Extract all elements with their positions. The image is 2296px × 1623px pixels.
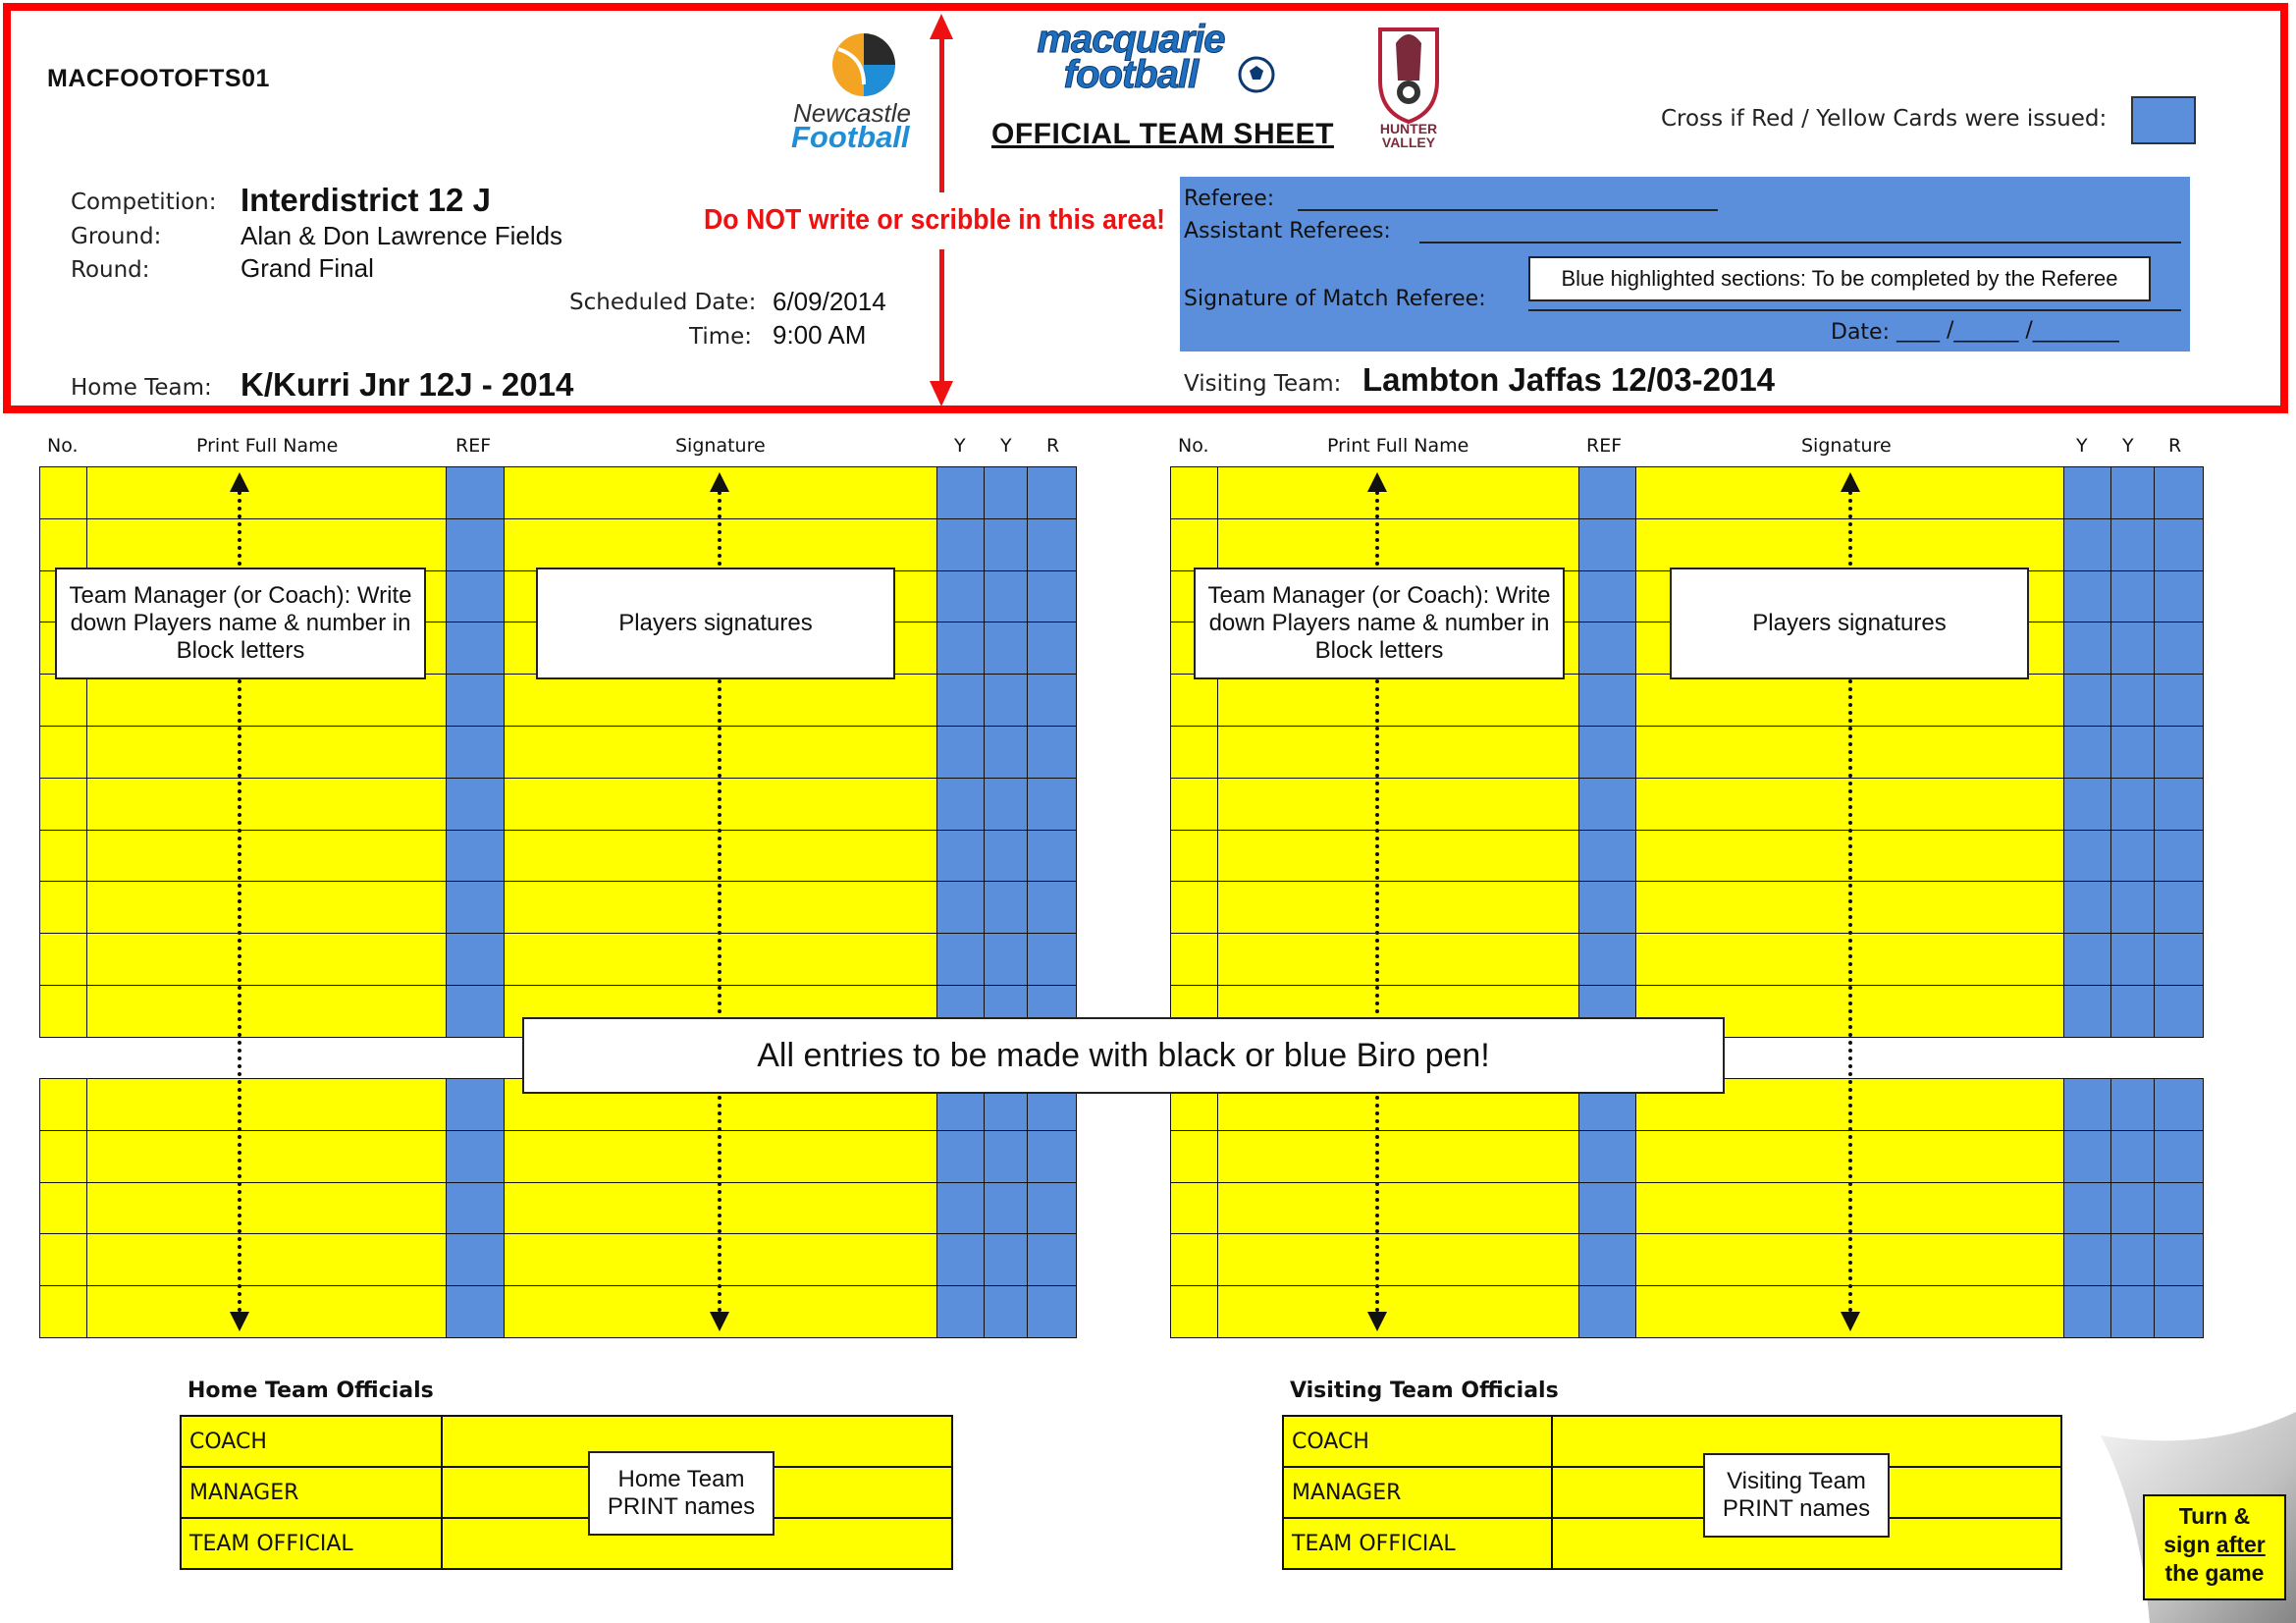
player-cell-y1[interactable] — [936, 466, 985, 519]
player-cell-name[interactable] — [86, 1233, 447, 1286]
player-cell-r[interactable] — [1027, 726, 1077, 779]
visiting-officials-title: Visiting Team Officials — [1290, 1379, 1559, 1403]
player-cell-name[interactable] — [1217, 1182, 1579, 1235]
arrow-down-icon — [710, 1312, 729, 1331]
player-cell-ref[interactable] — [446, 674, 505, 727]
home-col-no: No. — [47, 435, 79, 457]
cards-issued-label: Cross if Red / Yellow Cards were issued: — [1661, 106, 2108, 132]
player-cell-y2[interactable] — [984, 881, 1028, 934]
newcastle-football-logo — [785, 29, 933, 152]
player-cell-ref[interactable] — [1578, 622, 1636, 675]
player-cell-y2[interactable] — [2110, 570, 2155, 623]
player-cell-y2[interactable] — [984, 726, 1028, 779]
home-officials-title: Home Team Officials — [187, 1379, 434, 1403]
player-cell-no[interactable] — [1170, 518, 1218, 571]
player-cell-no[interactable] — [1170, 881, 1218, 934]
player-cell-y2[interactable] — [2110, 1130, 2155, 1183]
player-cell-y1[interactable] — [2063, 674, 2111, 727]
player-cell-y2[interactable] — [2110, 830, 2155, 883]
home-col-ref: REF — [455, 435, 492, 457]
player-cell-y1[interactable] — [2063, 622, 2111, 675]
scheduled-date-label: Scheduled Date: — [569, 290, 757, 315]
player-cell-ref[interactable] — [1578, 466, 1636, 519]
player-cell-name[interactable] — [1217, 933, 1579, 986]
referee-signature-label: Signature of Match Referee: — [1184, 287, 1486, 311]
player-cell-r[interactable] — [2154, 518, 2204, 571]
away-col-no: No. — [1178, 435, 1209, 457]
player-cell-ref[interactable] — [446, 933, 505, 986]
player-cell-no[interactable] — [1170, 466, 1218, 519]
player-cell-r[interactable] — [2154, 985, 2204, 1038]
player-cell-ref[interactable] — [446, 1233, 505, 1286]
referee-label: Referee: — [1184, 187, 1275, 211]
player-cell-r[interactable] — [2154, 1130, 2204, 1183]
player-cell-y1[interactable] — [936, 1233, 985, 1286]
player-cell-ref[interactable] — [1578, 830, 1636, 883]
player-cell-ref[interactable] — [446, 778, 505, 831]
player-cell-y1[interactable] — [2063, 985, 2111, 1038]
scheduled-date-value: 6/09/2014 — [773, 287, 886, 316]
home-signatures-note: Players signatures — [536, 568, 895, 679]
player-cell-name[interactable] — [1217, 830, 1579, 883]
player-cell-y1[interactable] — [2063, 726, 2111, 779]
player-cell-y2[interactable] — [2110, 1285, 2155, 1338]
player-cell-ref[interactable] — [1578, 726, 1636, 779]
home-manager-note: Team Manager (or Coach): Write down Players name & number in Block letters — [55, 568, 426, 679]
player-cell-ref[interactable] — [1578, 933, 1636, 986]
competition-label: Competition: — [71, 189, 217, 215]
player-cell-ref[interactable] — [1578, 1130, 1636, 1183]
player-cell-no[interactable] — [39, 1285, 87, 1338]
home-print-note: Home Team PRINT names — [588, 1451, 774, 1536]
player-cell-name[interactable] — [86, 933, 447, 986]
player-cell-r[interactable] — [1027, 674, 1077, 727]
visiting-team-label: Visiting Team: — [1184, 371, 1342, 397]
player-cell-y2[interactable] — [984, 1130, 1028, 1183]
hunter-valley-logo-text: HUNTER VALLEY — [1379, 121, 1438, 150]
player-cell-ref[interactable] — [446, 518, 505, 571]
away-col-r: R — [2168, 435, 2182, 457]
player-cell-y1[interactable] — [936, 570, 985, 623]
player-cell-y1[interactable] — [936, 830, 985, 883]
newcastle-logo-text: Newcastle — [793, 98, 911, 128]
red-arrow-down-icon — [930, 381, 953, 406]
player-cell-y2[interactable] — [2110, 985, 2155, 1038]
player-cell-no[interactable] — [39, 881, 87, 934]
player-cell-no[interactable] — [1170, 674, 1218, 727]
player-cell-y2[interactable] — [2110, 933, 2155, 986]
assistant-referees-label: Assistant Referees: — [1184, 219, 1391, 243]
player-cell-y2[interactable] — [984, 1182, 1028, 1235]
player-cell-no[interactable] — [1170, 726, 1218, 779]
player-cell-name[interactable] — [86, 1078, 447, 1131]
player-cell-y1[interactable] — [936, 622, 985, 675]
player-cell-y1[interactable] — [936, 933, 985, 986]
player-cell-ref[interactable] — [1578, 570, 1636, 623]
player-cell-r[interactable] — [1027, 466, 1077, 519]
red-arrow-shaft-top — [939, 37, 944, 192]
player-cell-r[interactable] — [1027, 570, 1077, 623]
player-cell-y2[interactable] — [984, 570, 1028, 623]
player-cell-y2[interactable] — [2110, 778, 2155, 831]
hunter-valley-logo — [1374, 22, 1443, 159]
player-cell-y2[interactable] — [2110, 881, 2155, 934]
player-cell-y2[interactable] — [984, 778, 1028, 831]
referee-signature-line[interactable] — [1528, 309, 2181, 311]
home-manager-label: MANAGER — [180, 1466, 443, 1519]
player-cell-name[interactable] — [1217, 1130, 1579, 1183]
player-cell-name[interactable] — [86, 1130, 447, 1183]
away-manager-label: MANAGER — [1282, 1466, 1553, 1519]
player-cell-y2[interactable] — [2110, 726, 2155, 779]
player-cell-no[interactable] — [1170, 778, 1218, 831]
player-cell-ref[interactable] — [446, 985, 505, 1038]
player-cell-r[interactable] — [1027, 778, 1077, 831]
player-cell-name[interactable] — [1217, 1233, 1579, 1286]
player-cell-y1[interactable] — [2063, 570, 2111, 623]
player-cell-name[interactable] — [1217, 518, 1579, 571]
home-col-r: R — [1046, 435, 1060, 457]
player-cell-y2[interactable] — [984, 518, 1028, 571]
away-col-y1: Y — [2076, 435, 2088, 457]
turn-note-sign: sign — [2163, 1532, 2216, 1557]
player-cell-ref[interactable] — [1578, 518, 1636, 571]
player-cell-r[interactable] — [2154, 1285, 2204, 1338]
player-cell-y2[interactable] — [984, 1285, 1028, 1338]
player-cell-no[interactable] — [1170, 933, 1218, 986]
form-code: MACFOOTOFTS01 — [47, 65, 270, 92]
player-cell-name[interactable] — [1217, 778, 1579, 831]
player-cell-r[interactable] — [2154, 1182, 2204, 1235]
turn-note-after: after — [2216, 1532, 2266, 1557]
player-cell-name[interactable] — [86, 881, 447, 934]
away-coach-label: COACH — [1282, 1415, 1553, 1468]
arrow-up-icon — [230, 472, 249, 492]
turn-note-line3: the game — [2164, 1560, 2265, 1586]
player-cell-r[interactable] — [2154, 726, 2204, 779]
player-cell-y1[interactable] — [2063, 1182, 2111, 1235]
player-cell-name[interactable] — [86, 1182, 447, 1235]
player-cell-no[interactable] — [39, 1233, 87, 1286]
player-cell-r[interactable] — [2154, 933, 2204, 986]
player-cell-ref[interactable] — [446, 1285, 505, 1338]
player-cell-name[interactable] — [1217, 466, 1579, 519]
player-cell-name[interactable] — [1217, 726, 1579, 779]
home-team-official-label: TEAM OFFICIAL — [180, 1517, 443, 1570]
visiting-team-value: Lambton Jaffas 12/03-2014 — [1362, 361, 1776, 398]
arrow-down-icon — [1841, 1312, 1860, 1331]
player-cell-ref[interactable] — [446, 1130, 505, 1183]
player-cell-y1[interactable] — [2063, 1078, 2111, 1131]
time-label: Time: — [689, 324, 753, 350]
player-cell-y1[interactable] — [2063, 1285, 2111, 1338]
player-cell-name[interactable] — [86, 466, 447, 519]
home-team-label: Home Team: — [71, 375, 212, 401]
player-cell-no[interactable] — [39, 778, 87, 831]
ground-label: Ground: — [71, 224, 162, 249]
player-cell-no[interactable] — [39, 466, 87, 519]
player-cell-ref[interactable] — [446, 466, 505, 519]
player-cell-no[interactable] — [39, 985, 87, 1038]
player-cell-r[interactable] — [1027, 518, 1077, 571]
player-cell-ref[interactable] — [446, 570, 505, 623]
player-cell-name[interactable] — [86, 726, 447, 779]
home-col-name: Print Full Name — [196, 435, 339, 457]
player-cell-no[interactable] — [1170, 1182, 1218, 1235]
player-cell-y2[interactable] — [984, 1233, 1028, 1286]
away-manager-note: Team Manager (or Coach): Write down Players name & number in Block letters — [1194, 568, 1565, 679]
player-cell-r[interactable] — [1027, 1233, 1077, 1286]
player-cell-no[interactable] — [39, 1078, 87, 1131]
turn-and-sign-note — [2143, 1494, 2286, 1600]
pen-notice: All entries to be made with black or blue Biro pen! — [522, 1017, 1725, 1094]
newcastle-ball-icon — [825, 29, 903, 100]
arrow-down-icon — [230, 1312, 249, 1331]
player-cell-y1[interactable] — [2063, 518, 2111, 571]
player-cell-r[interactable] — [1027, 881, 1077, 934]
player-cell-r[interactable] — [2154, 881, 2204, 934]
player-cell-name[interactable] — [86, 985, 447, 1038]
arrow-up-icon — [1841, 472, 1860, 492]
player-cell-no[interactable] — [39, 830, 87, 883]
player-cell-r[interactable] — [2154, 622, 2204, 675]
turn-note-line1: Turn & — [2178, 1503, 2251, 1529]
player-cell-no[interactable] — [39, 518, 87, 571]
player-cell-y2[interactable] — [2110, 622, 2155, 675]
player-cell-ref[interactable] — [446, 622, 505, 675]
player-cell-name[interactable] — [86, 674, 447, 727]
player-cell-y1[interactable] — [936, 518, 985, 571]
arrow-up-icon — [1367, 472, 1387, 492]
referee-date-label: Date: — [1831, 320, 1890, 345]
no-write-warning: Do NOT write or scribble in this area! — [704, 204, 1165, 236]
player-cell-no[interactable] — [1170, 1285, 1218, 1338]
player-cell-y2[interactable] — [2110, 1233, 2155, 1286]
player-cell-r[interactable] — [2154, 778, 2204, 831]
player-cell-y1[interactable] — [936, 1285, 985, 1338]
referee-line[interactable] — [1298, 209, 1718, 211]
away-col-ref: REF — [1586, 435, 1623, 457]
player-cell-ref[interactable] — [446, 881, 505, 934]
player-cell-r[interactable] — [1027, 830, 1077, 883]
player-cell-no[interactable] — [39, 726, 87, 779]
away-col-y2: Y — [2122, 435, 2134, 457]
player-cell-ref[interactable] — [446, 830, 505, 883]
player-cell-ref[interactable] — [446, 726, 505, 779]
player-cell-no[interactable] — [39, 933, 87, 986]
player-cell-y1[interactable] — [2063, 830, 2111, 883]
player-cell-y2[interactable] — [2110, 518, 2155, 571]
player-cell-ref[interactable] — [1578, 881, 1636, 934]
player-cell-y1[interactable] — [936, 1182, 985, 1235]
player-cell-y1[interactable] — [2063, 1233, 2111, 1286]
player-cell-y1[interactable] — [936, 881, 985, 934]
player-cell-y1[interactable] — [2063, 881, 2111, 934]
player-cell-y2[interactable] — [984, 466, 1028, 519]
player-cell-no[interactable] — [1170, 1233, 1218, 1286]
player-cell-name[interactable] — [1217, 1285, 1579, 1338]
player-cell-y2[interactable] — [984, 830, 1028, 883]
player-cell-ref[interactable] — [1578, 1233, 1636, 1286]
player-cell-r[interactable] — [1027, 933, 1077, 986]
player-cell-r[interactable] — [2154, 570, 2204, 623]
arrow-up-icon — [710, 472, 729, 492]
home-col-y2: Y — [1000, 435, 1012, 457]
arrow-down-icon — [1367, 1312, 1387, 1331]
player-cell-y1[interactable] — [936, 726, 985, 779]
player-cell-name[interactable] — [86, 830, 447, 883]
player-cell-y2[interactable] — [984, 674, 1028, 727]
red-arrow-shaft-bottom — [939, 249, 944, 383]
referee-date-field[interactable]: ____ /______ /________ — [1896, 318, 2119, 343]
away-team-official-label: TEAM OFFICIAL — [1282, 1517, 1553, 1570]
football-logo-text: Football — [791, 120, 910, 154]
player-cell-name[interactable] — [86, 1285, 447, 1338]
eagle-crest-icon — [1374, 22, 1443, 125]
player-cell-no[interactable] — [39, 1130, 87, 1183]
cards-issued-checkbox[interactable] — [2131, 96, 2196, 144]
player-cell-y2[interactable] — [2110, 1078, 2155, 1131]
player-cell-y1[interactable] — [2063, 933, 2111, 986]
player-cell-r[interactable] — [2154, 674, 2204, 727]
player-cell-y1[interactable] — [2063, 1130, 2111, 1183]
away-print-note: Visiting Team PRINT names — [1703, 1453, 1890, 1538]
player-cell-y1[interactable] — [936, 674, 985, 727]
player-cell-ref[interactable] — [446, 1182, 505, 1235]
soccer-ball-icon — [1237, 55, 1276, 94]
player-cell-ref[interactable] — [1578, 1182, 1636, 1235]
sheet-title: OFFICIAL TEAM SHEET — [991, 118, 1334, 150]
round-label: Round: — [71, 257, 150, 283]
player-cell-no[interactable] — [1170, 830, 1218, 883]
red-arrow-up-icon — [930, 14, 953, 39]
player-cell-y2[interactable] — [984, 622, 1028, 675]
player-cell-r[interactable] — [2154, 830, 2204, 883]
player-cell-ref[interactable] — [1578, 778, 1636, 831]
player-cell-r[interactable] — [1027, 1285, 1077, 1338]
home-col-y1: Y — [954, 435, 966, 457]
turn-note-line2 — [2145, 1531, 2284, 1559]
player-cell-ref[interactable] — [1578, 674, 1636, 727]
player-cell-y2[interactable] — [2110, 466, 2155, 519]
player-cell-r[interactable] — [2154, 1078, 2204, 1131]
player-cell-name[interactable] — [86, 518, 447, 571]
assistant-referees-line[interactable] — [1419, 242, 2181, 243]
away-col-name: Print Full Name — [1327, 435, 1469, 457]
player-cell-y2[interactable] — [2110, 1182, 2155, 1235]
away-signatures-note: Players signatures — [1670, 568, 2029, 679]
player-cell-r[interactable] — [2154, 1233, 2204, 1286]
home-coach-label: COACH — [180, 1415, 443, 1468]
player-cell-y2[interactable] — [2110, 674, 2155, 727]
time-value: 9:00 AM — [773, 320, 867, 350]
player-cell-name[interactable] — [1217, 674, 1579, 727]
competition-value: Interdistrict 12 J — [240, 182, 491, 218]
player-cell-r[interactable] — [1027, 622, 1077, 675]
player-cell-name[interactable] — [86, 778, 447, 831]
player-cell-ref[interactable] — [446, 1078, 505, 1131]
macquarie-football-logo — [993, 18, 1303, 96]
player-cell-y1[interactable] — [936, 778, 985, 831]
player-cell-y1[interactable] — [936, 1130, 985, 1183]
round-value: Grand Final — [240, 253, 374, 283]
player-cell-name[interactable] — [1217, 881, 1579, 934]
player-cell-r[interactable] — [1027, 1182, 1077, 1235]
player-cell-r[interactable] — [2154, 466, 2204, 519]
player-cell-no[interactable] — [1170, 1130, 1218, 1183]
away-col-signature: Signature — [1801, 435, 1892, 457]
home-col-signature: Signature — [675, 435, 766, 457]
player-cell-no[interactable] — [39, 674, 87, 727]
player-cell-y2[interactable] — [984, 933, 1028, 986]
ground-value: Alan & Don Lawrence Fields — [240, 221, 563, 250]
player-cell-ref[interactable] — [1578, 1285, 1636, 1338]
macquarie-logo-text: macquarie football — [1037, 18, 1225, 96]
home-team-value: K/Kurri Jnr 12J - 2014 — [240, 366, 574, 403]
player-cell-y1[interactable] — [2063, 778, 2111, 831]
player-cell-r[interactable] — [1027, 1130, 1077, 1183]
player-cell-no[interactable] — [39, 1182, 87, 1235]
referee-note: Blue highlighted sections: To be completed by the Referee — [1528, 256, 2151, 301]
player-cell-y1[interactable] — [2063, 466, 2111, 519]
